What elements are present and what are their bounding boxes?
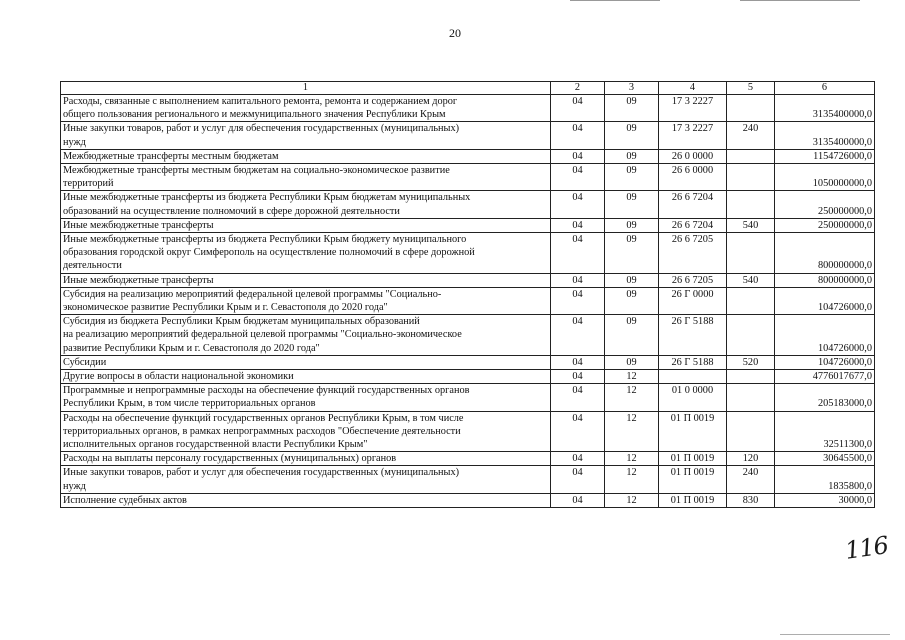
cell-subsection: 09 (605, 122, 659, 149)
budget-table (60, 81, 875, 508)
cell-target-article: 26 0 0000 (659, 149, 727, 163)
cell-expense-type: 540 (727, 273, 775, 287)
table-row (61, 122, 875, 149)
cell-section: 04 (551, 384, 605, 411)
cell-subsection: 09 (605, 233, 659, 274)
cell-section: 04 (551, 233, 605, 274)
table-row (61, 452, 875, 466)
cell-name: Программные и непрограммные расходы на обеспечение функций государственных органов Республики Крым, в том числе территориальных органов (61, 384, 551, 411)
cell-expense-type: 830 (727, 493, 775, 507)
cell-target-article: 01 П 0019 (659, 452, 727, 466)
cell-target-article: 26 6 7204 (659, 218, 727, 232)
cell-subsection: 09 (605, 191, 659, 218)
scan-artifact (570, 0, 660, 1)
cell-expense-type: 540 (727, 218, 775, 232)
table-row (61, 164, 875, 191)
cell-expense-type: 240 (727, 122, 775, 149)
cell-section: 04 (551, 287, 605, 314)
cell-expense-type (727, 370, 775, 384)
cell-section: 04 (551, 95, 605, 122)
cell-section: 04 (551, 218, 605, 232)
cell-target-article: 01 П 0019 (659, 466, 727, 493)
cell-target-article: 01 П 0019 (659, 493, 727, 507)
cell-amount: 250000000,0 (775, 191, 875, 218)
table-header-row (61, 82, 875, 95)
cell-subsection: 12 (605, 466, 659, 493)
cell-target-article: 01 П 0019 (659, 411, 727, 452)
table-row (61, 384, 875, 411)
cell-target-article: 26 6 7204 (659, 191, 727, 218)
cell-subsection: 09 (605, 273, 659, 287)
header-cell: 1 (61, 82, 551, 95)
cell-amount: 32511300,0 (775, 411, 875, 452)
cell-expense-type (727, 315, 775, 356)
cell-amount: 250000000,0 (775, 218, 875, 232)
cell-expense-type (727, 384, 775, 411)
cell-expense-type: 120 (727, 452, 775, 466)
table-row (61, 355, 875, 369)
cell-name: Другие вопросы в области национальной экономики (61, 370, 551, 384)
cell-name: Субсидии (61, 355, 551, 369)
cell-amount: 3135400000,0 (775, 122, 875, 149)
cell-amount: 800000000,0 (775, 233, 875, 274)
cell-target-article: 26 6 7205 (659, 233, 727, 274)
cell-section: 04 (551, 493, 605, 507)
cell-name: Иные межбюджетные трансферты (61, 218, 551, 232)
cell-target-article: 26 Г 5188 (659, 355, 727, 369)
table-row (61, 466, 875, 493)
cell-name: Межбюджетные трансферты местным бюджетам на социально-экономическое развитие территорий (61, 164, 551, 191)
cell-section: 04 (551, 191, 605, 218)
page-number: 20 (449, 26, 461, 40)
cell-expense-type (727, 95, 775, 122)
cell-target-article: 26 Г 0000 (659, 287, 727, 314)
cell-expense-type (727, 287, 775, 314)
cell-subsection: 09 (605, 218, 659, 232)
cell-target-article: 17 3 2227 (659, 122, 727, 149)
cell-subsection: 12 (605, 493, 659, 507)
cell-name: Расходы на выплаты персоналу государственных (муниципальных) органов (61, 452, 551, 466)
cell-section: 04 (551, 355, 605, 369)
cell-section: 04 (551, 466, 605, 493)
table-body (61, 95, 875, 508)
handwritten-page-number: 116 (843, 531, 890, 565)
cell-amount: 30000,0 (775, 493, 875, 507)
cell-amount: 800000000,0 (775, 273, 875, 287)
cell-target-article: 26 6 0000 (659, 164, 727, 191)
cell-subsection: 09 (605, 355, 659, 369)
cell-name: Иные межбюджетные трансферты из бюджета Республики Крым бюджету муниципального образования городской округ Симферополь на осуществление полномочий в сфере дорожной деятельности (61, 233, 551, 274)
table-row (61, 370, 875, 384)
cell-expense-type (727, 149, 775, 163)
cell-name: Субсидия из бюджета Республики Крым бюджетам муниципальных образований на реализацию мероприятий федеральной целевой программы "Социально-экономическое развитие Республики Крым и г. Севастополя до 2020 года" (61, 315, 551, 356)
cell-expense-type (727, 411, 775, 452)
header-cell: 5 (727, 82, 775, 95)
cell-expense-type (727, 233, 775, 274)
cell-name: Иные закупки товаров, работ и услуг для обеспечения государственных (муниципальных) нужд (61, 122, 551, 149)
cell-section: 04 (551, 122, 605, 149)
cell-amount: 1050000000,0 (775, 164, 875, 191)
cell-expense-type: 520 (727, 355, 775, 369)
cell-subsection: 12 (605, 452, 659, 466)
cell-amount: 104726000,0 (775, 355, 875, 369)
table-row (61, 493, 875, 507)
cell-section: 04 (551, 370, 605, 384)
cell-target-article: 17 3 2227 (659, 95, 727, 122)
header-cell: 2 (551, 82, 605, 95)
cell-name: Исполнение судебных актов (61, 493, 551, 507)
table-row (61, 273, 875, 287)
cell-expense-type: 240 (727, 466, 775, 493)
cell-section: 04 (551, 164, 605, 191)
scan-artifact (740, 0, 860, 1)
table-row (61, 287, 875, 314)
table-row (61, 315, 875, 356)
header-cell: 3 (605, 82, 659, 95)
cell-target-article: 01 0 0000 (659, 384, 727, 411)
cell-section: 04 (551, 411, 605, 452)
cell-amount: 205183000,0 (775, 384, 875, 411)
cell-subsection: 09 (605, 315, 659, 356)
table-row (61, 95, 875, 122)
cell-amount: 1835800,0 (775, 466, 875, 493)
cell-subsection: 09 (605, 95, 659, 122)
cell-subsection: 09 (605, 287, 659, 314)
cell-target-article (659, 370, 727, 384)
cell-section: 04 (551, 273, 605, 287)
header-cell: 6 (775, 82, 875, 95)
cell-subsection: 09 (605, 164, 659, 191)
cell-name: Иные межбюджетные трансферты из бюджета Республики Крым бюджетам муниципальных образований на осуществление полномочий в сфере дорожной деятельности (61, 191, 551, 218)
cell-subsection: 12 (605, 411, 659, 452)
header-cell: 4 (659, 82, 727, 95)
scan-artifact (780, 634, 890, 635)
cell-amount: 1154726000,0 (775, 149, 875, 163)
cell-section: 04 (551, 452, 605, 466)
cell-section: 04 (551, 315, 605, 356)
cell-amount: 30645500,0 (775, 452, 875, 466)
cell-name: Расходы на обеспечение функций государственных органов Республики Крым, в том числе территориальных органов, в рамках непрограммных расходов "Обеспечение деятельности исполнительных органов государственной власти Республики Крым" (61, 411, 551, 452)
cell-amount: 104726000,0 (775, 287, 875, 314)
cell-amount: 3135400000,0 (775, 95, 875, 122)
cell-target-article: 26 Г 5188 (659, 315, 727, 356)
cell-name: Иные закупки товаров, работ и услуг для обеспечения государственных (муниципальных) нужд (61, 466, 551, 493)
cell-name: Субсидия на реализацию мероприятий федеральной целевой программы "Социально- экономическое развитие Республики Крым и г. Севастополя до 2020 года" (61, 287, 551, 314)
cell-subsection: 12 (605, 384, 659, 411)
table-row (61, 191, 875, 218)
cell-section: 04 (551, 149, 605, 163)
table-row (61, 218, 875, 232)
cell-expense-type (727, 164, 775, 191)
cell-name: Расходы, связанные с выполнением капитального ремонта, ремонта и содержанием дорог общего пользования регионального и межмуниципального значения Республики Крым (61, 95, 551, 122)
cell-subsection: 12 (605, 370, 659, 384)
cell-amount: 104726000,0 (775, 315, 875, 356)
table-row (61, 149, 875, 163)
table-row (61, 233, 875, 274)
cell-name: Иные межбюджетные трансферты (61, 273, 551, 287)
cell-subsection: 09 (605, 149, 659, 163)
cell-expense-type (727, 191, 775, 218)
cell-target-article: 26 6 7205 (659, 273, 727, 287)
cell-name: Межбюджетные трансферты местным бюджетам (61, 149, 551, 163)
cell-amount: 4776017677,0 (775, 370, 875, 384)
table-row (61, 411, 875, 452)
